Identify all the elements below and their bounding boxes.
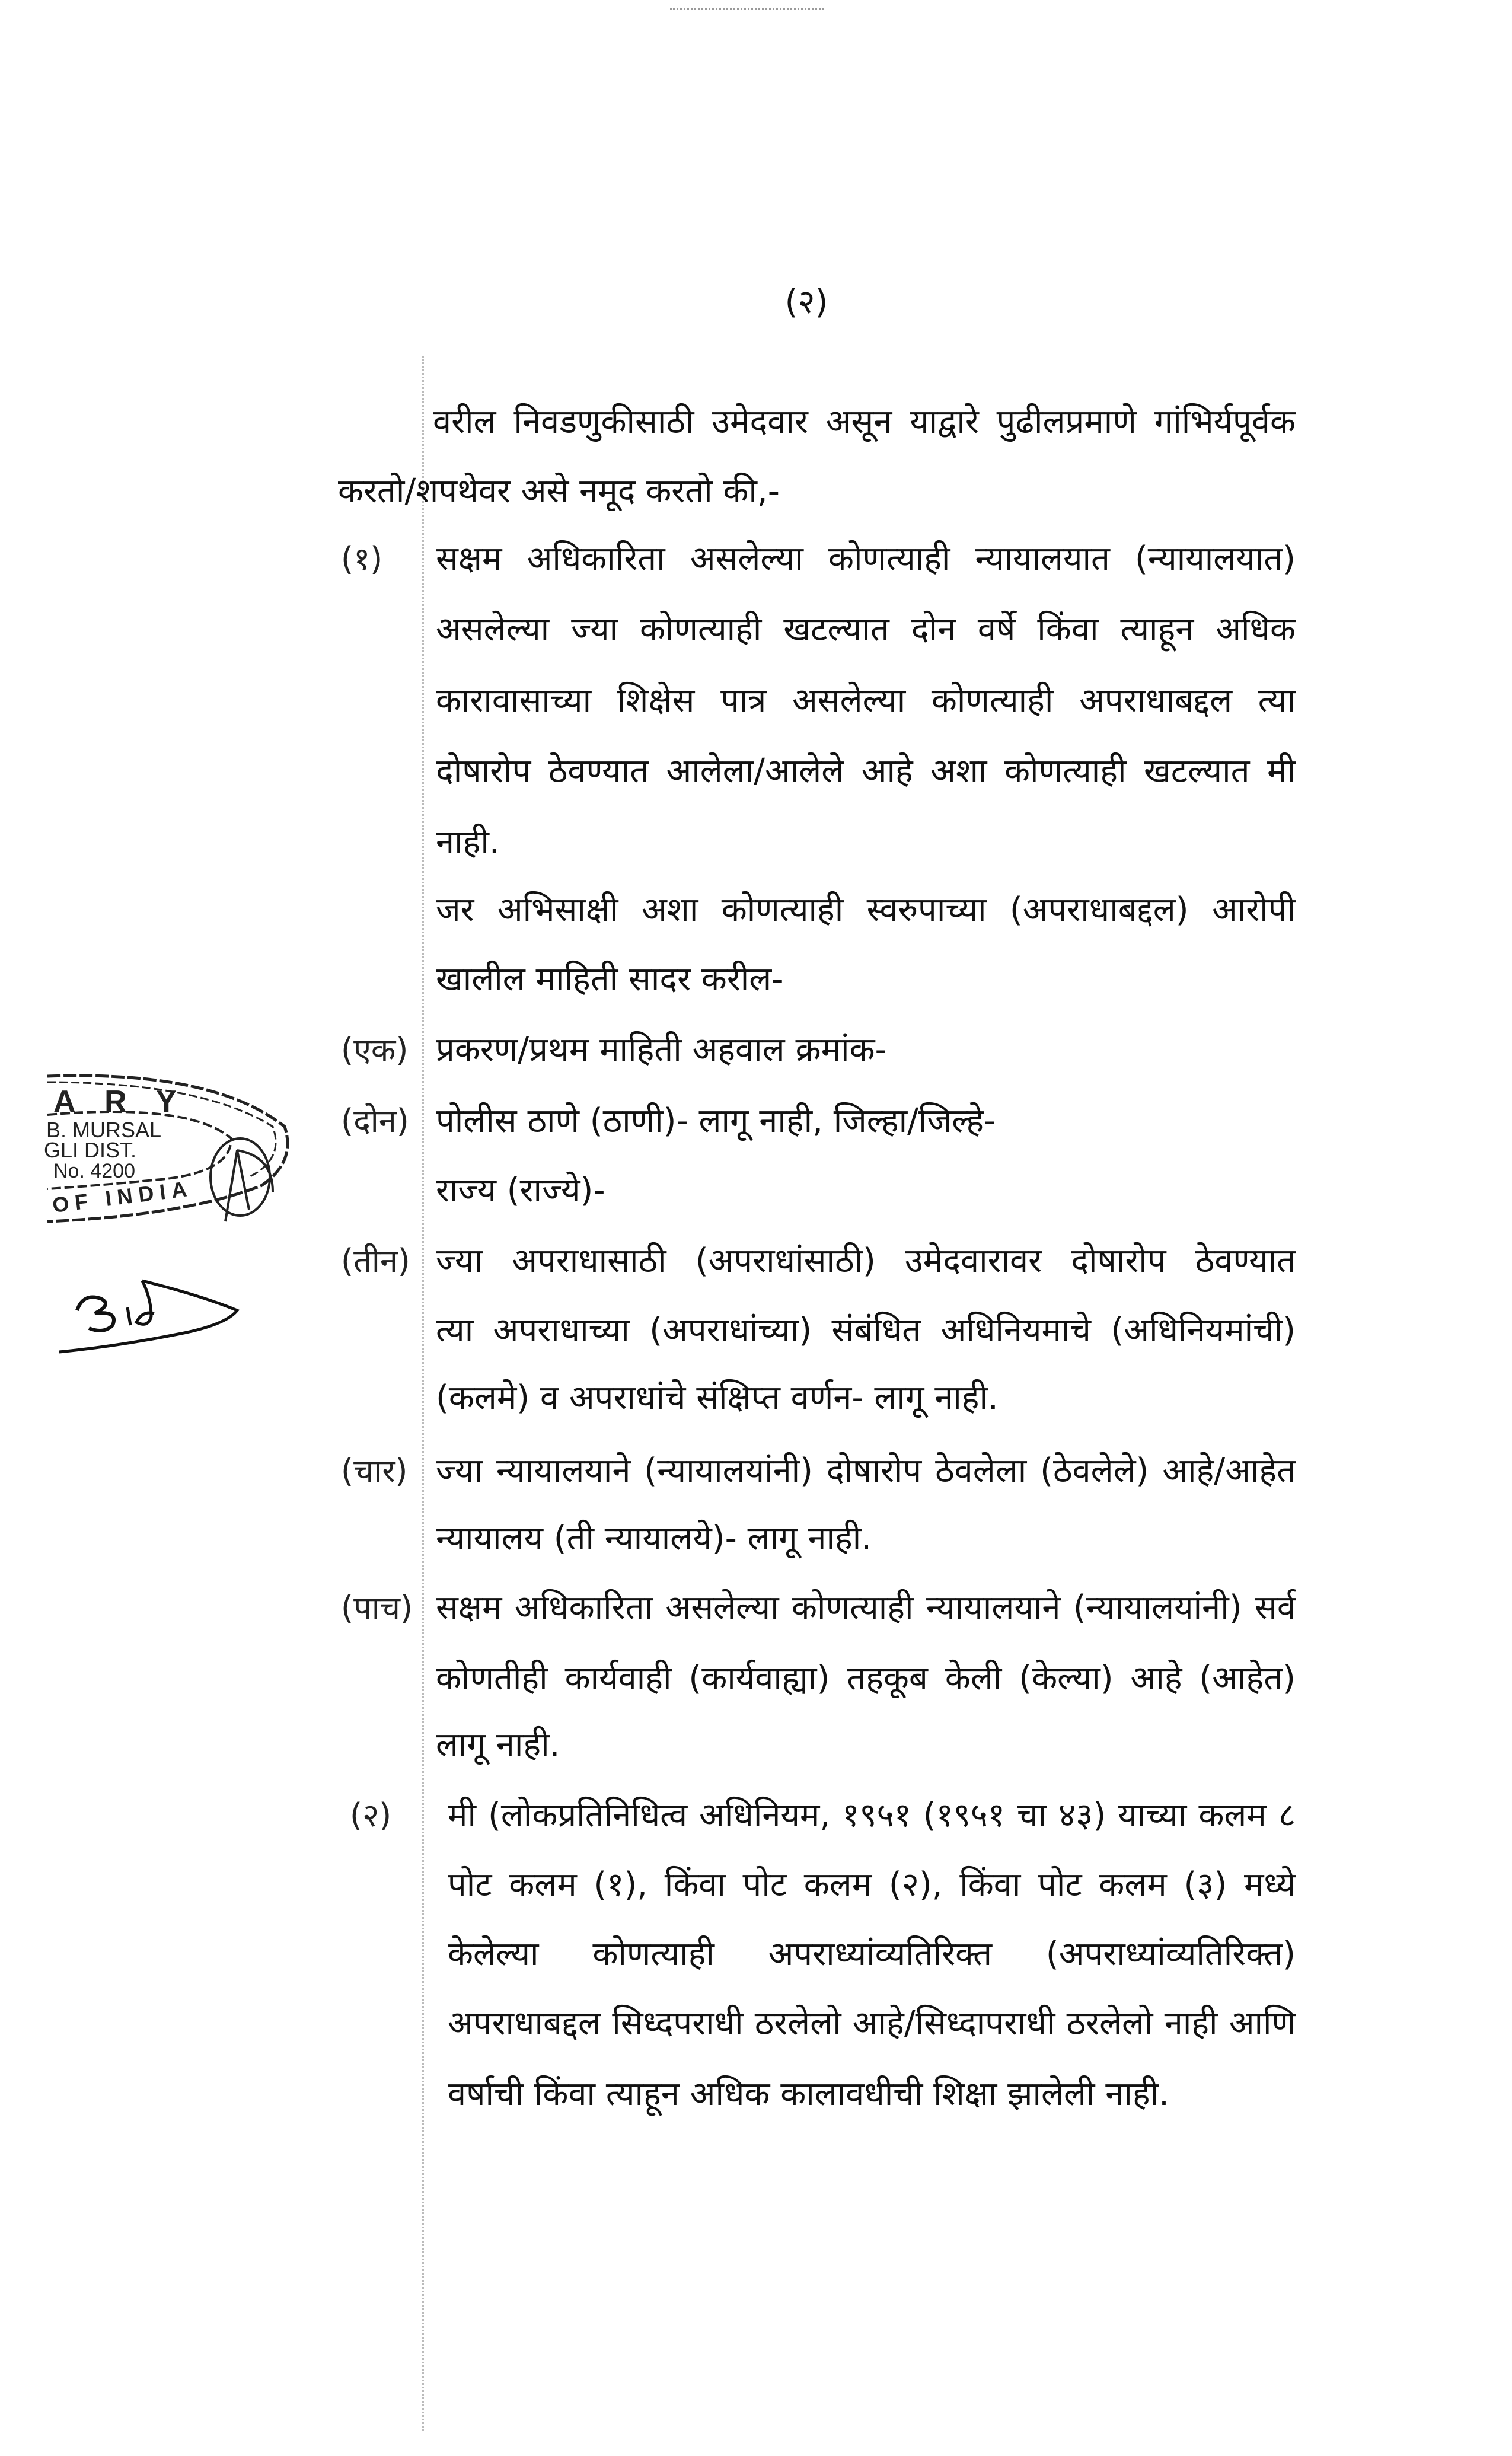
stamp-name: B. MURSAL <box>46 1118 162 1142</box>
notary-stamp <box>36 1061 296 1239</box>
text-line: त्या अपराधाच्या (अपराधांच्या) संबंधित अधिनियमाचे (अधिनियमांची) <box>436 1311 1296 1350</box>
text-line: राज्य (राज्ये)- <box>436 1171 605 1210</box>
text-line: पोट कलम (१), किंवा पोट कलम (२), किंवा पोट कलम (३) मध्ये <box>448 1865 1296 1904</box>
text-line: लागू नाही. <box>436 1725 560 1764</box>
text-line: जर अभिसाक्षी अशा कोणत्याही स्वरुपाच्या (अपराधाबद्दल) आरोपी <box>436 891 1296 929</box>
item-label: (दोन) <box>341 1102 409 1140</box>
signature <box>47 1269 261 1358</box>
item-label: (२) <box>350 1797 392 1834</box>
text-line: अपराधाबद्दल सिध्दपराधी ठरलेलो आहे/सिध्दापराधी ठरलेलो नाही आणि <box>448 2004 1296 2043</box>
text-line: दोषारोप ठेवण्यात आलेला/आलेले आहे अशा कोणत्याही खटल्यात मी <box>436 752 1296 790</box>
text-line: न्यायालय (ती न्यायालये)- लागू नाही. <box>436 1519 872 1558</box>
text-line: करतो/शपथेवर असे नमूद करतो की,- <box>338 472 780 511</box>
text-line: सक्षम अधिकारिता असलेल्या कोणत्याही न्यायालयात (न्यायालयात) <box>436 540 1296 578</box>
stamp-number: No. 4200 <box>53 1160 135 1182</box>
text-line: ज्या अपराधासाठी (अपराधांसाठी) उमेदवारावर दोषारोप ठेवण्यात <box>436 1242 1296 1280</box>
stamp-district: GLI DIST. <box>44 1138 137 1162</box>
text-line: ज्या न्यायालयाने (न्यायालयांनी) दोषारोप ठेवलेला (ठेवलेले) आहे/आहेत <box>436 1452 1296 1490</box>
text-line: प्रकरण/प्रथम माहिती अहवाल क्रमांक- <box>436 1031 887 1069</box>
text-line: पोलीस ठाणे (ठाणी)- लागू नाही, जिल्हा/जिल्हे- <box>436 1102 996 1140</box>
item-label: (पाच) <box>341 1589 413 1626</box>
text-line: कारावासाच्या शिक्षेस पात्र असलेल्या कोणत्याही अपराधाबद्दल त्या <box>436 681 1296 720</box>
scan-top-mark <box>670 8 824 10</box>
text-line: वर्षाची किंवा त्याहून अधिक कालावधीची शिक्षा झालेली नाही. <box>448 2075 1169 2113</box>
item-label: (चार) <box>341 1452 408 1489</box>
item-label: (१) <box>341 540 383 578</box>
text-line: खालील माहिती सादर करील- <box>436 960 784 999</box>
text-line: केलेल्या कोणत्याही अपराध्यांव्यतिरिक्त (अपराध्यांव्यतिरिक्त) <box>448 1935 1296 1973</box>
text-line: सक्षम अधिकारिता असलेल्या कोणत्याही न्यायालयाने (न्यायालयांनी) सर्व <box>436 1589 1296 1627</box>
item-label: (एक) <box>341 1031 409 1068</box>
text-line: वरील निवडणुकीसाठी उमेदवार असून याद्वारे पुढीलप्रमाणे गांभिर्यपूर्वक <box>433 403 1296 441</box>
text-line: मी (लोकप्रतिनिधित्व अधिनियम, १९५१ (१९५१ चा ४३) याच्या कलम ८ <box>448 1796 1296 1835</box>
text-line: नाही. <box>436 823 500 862</box>
page-number: (२) <box>784 283 828 321</box>
text-line: कोणतीही कार्यवाही (कार्यवाह्या) तहकूब केली (केल्या) आहे (आहेत) <box>436 1659 1296 1698</box>
stamp-bottom-text: OF INDIA <box>50 1176 194 1217</box>
item-label: (तीन) <box>341 1242 410 1280</box>
stamp-top-text: A R Y <box>53 1085 187 1119</box>
text-line: (कलमे) व अपराधांचे संक्षिप्त वर्णन- लागू नाही. <box>436 1379 999 1417</box>
text-line: असलेल्या ज्या कोणत्याही खटल्यात दोन वर्षे किंवा त्याहून अधिक <box>436 610 1296 649</box>
scan-margin-line <box>422 356 424 2431</box>
